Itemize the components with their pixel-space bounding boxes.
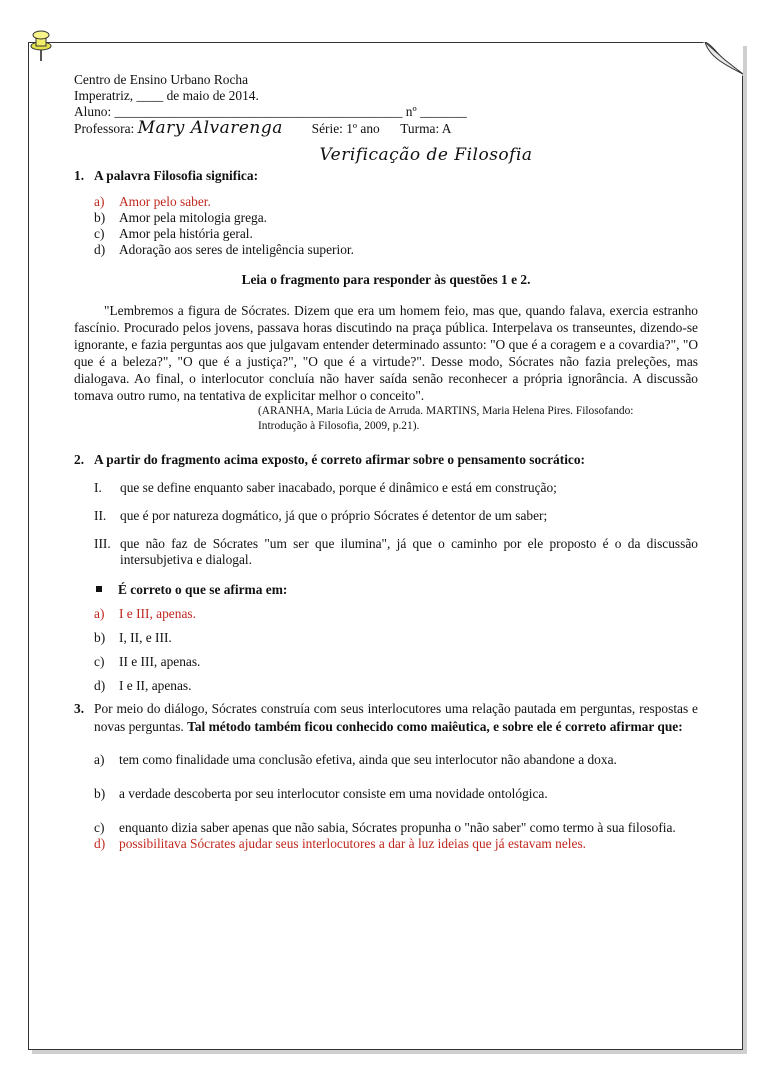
student-line: Aluno: ___________________________________________ nº _______ xyxy=(74,104,467,119)
answer-prompt: É correto o que se afirma em: xyxy=(94,582,698,598)
fragment-text: "Lembremos a figura de Sócrates. Dizem que era um homem feio, mas que, quando falava, exercia estranho fascínio. Procurado pelos jovens, passava horas discutindo na praça pública. Interpelava os transeuntes, dizendo-se ignorante, e fazia perguntas aos que julgavam entender determinado assunto: "O que é a coragem e a covardia?", "O que é a beleza?", "O que é a justiça?", "O que é a virtude?". Desse modo, Sócrates não fazia preleções, mas dialogava. Ao final, o interlocutor concluía não haver saída senão reconhecer a própria ignorância. A discussão tomava outro rumo, na tentativa de explicitar melhor o conceito". xyxy=(74,303,698,403)
question-3: 3. Por meio do diálogo, Sócrates construía com seus interlocutores uma relação pautada em perguntas, respostas e novas perguntas. Tal método também ficou conhecido como maiêutica, e sobre ele é correto afirmar que: xyxy=(74,701,698,734)
document-content xyxy=(74,72,698,852)
question-2-options xyxy=(94,606,698,694)
option-a: a) tem como finalidade uma conclusão efetiva, ainda que seu interlocutor não abandone a doxa. xyxy=(94,752,617,767)
teacher-line xyxy=(74,120,698,137)
option-d: d) Adoração aos seres de inteligência superior. xyxy=(94,242,354,257)
statement-i: I. que se define enquanto saber inacabado, porque é dinâmico e está em construção; xyxy=(94,480,557,495)
option-b: b) I, II, e III. xyxy=(94,630,172,645)
question-1-options xyxy=(94,194,698,258)
option-b: b) Amor pela mitologia grega. xyxy=(94,210,267,225)
school-name: Centro de Ensino Urbano Rocha xyxy=(74,72,249,87)
statement-iii: III. que não faz de Sócrates "um ser que ilumina", já que o caminho por ele proposto é o da discussão intersubjetiva e dialogal. xyxy=(94,536,698,567)
question-3-options xyxy=(94,752,698,852)
teacher-name: Mary Alvarenga xyxy=(137,118,283,138)
statements xyxy=(94,480,698,568)
statement-ii: II. que é por natureza dogmático, já que o próprio Sócrates é detentor de um saber; xyxy=(94,508,548,523)
page-title: Verificação de Filosofia xyxy=(319,145,533,165)
option-c: c) II e III, apenas. xyxy=(94,654,201,669)
class-label: Turma: A xyxy=(400,121,452,136)
option-b: b) a verdade descoberta por seu interlocutor consiste em uma novidade ontológica. xyxy=(94,786,548,801)
pushpin-icon xyxy=(28,27,54,63)
option-c: c) Amor pela história geral. xyxy=(94,226,253,241)
date-line: Imperatriz, ____ de maio de 2014. xyxy=(74,88,259,103)
teacher-label: Professora: xyxy=(74,121,135,136)
page-fold-icon xyxy=(703,42,743,76)
option-d: d) I e II, apenas. xyxy=(94,678,192,693)
option-a: a) Amor pelo saber. xyxy=(94,194,211,209)
option-d: d) possibilitava Sócrates ajudar seus interlocutores a dar à luz ideias que já estavam neles. xyxy=(94,836,587,851)
question-1: 1. A palavra Filosofia significa: xyxy=(74,168,259,183)
option-a: a) I e III, apenas. xyxy=(94,606,196,621)
citation: (ARANHA, Maria Lúcia de Arruda. MARTINS, Maria Helena Pires. Filosofando: Introdução à Filosofia, 2009, p.21). xyxy=(258,405,634,432)
question-2-text: A partir do fragmento acima exposto, é correto afirmar sobre o pensamento socrático: xyxy=(94,452,586,467)
question-2: 2. A partir do fragmento acima exposto, é correto afirmar sobre o pensamento socrático: xyxy=(74,452,586,467)
fragment-instruction: Leia o fragmento para responder às questões 1 e 2. xyxy=(241,272,531,287)
bullet-square-icon xyxy=(96,586,102,592)
option-c: c) enquanto dizia saber apenas que não sabia, Sócrates propunha o "não saber" como termo à sua filosofia. xyxy=(94,820,676,835)
question-1-text: A palavra Filosofia significa: xyxy=(94,168,259,183)
grade-label: Série: 1º ano xyxy=(311,121,380,136)
